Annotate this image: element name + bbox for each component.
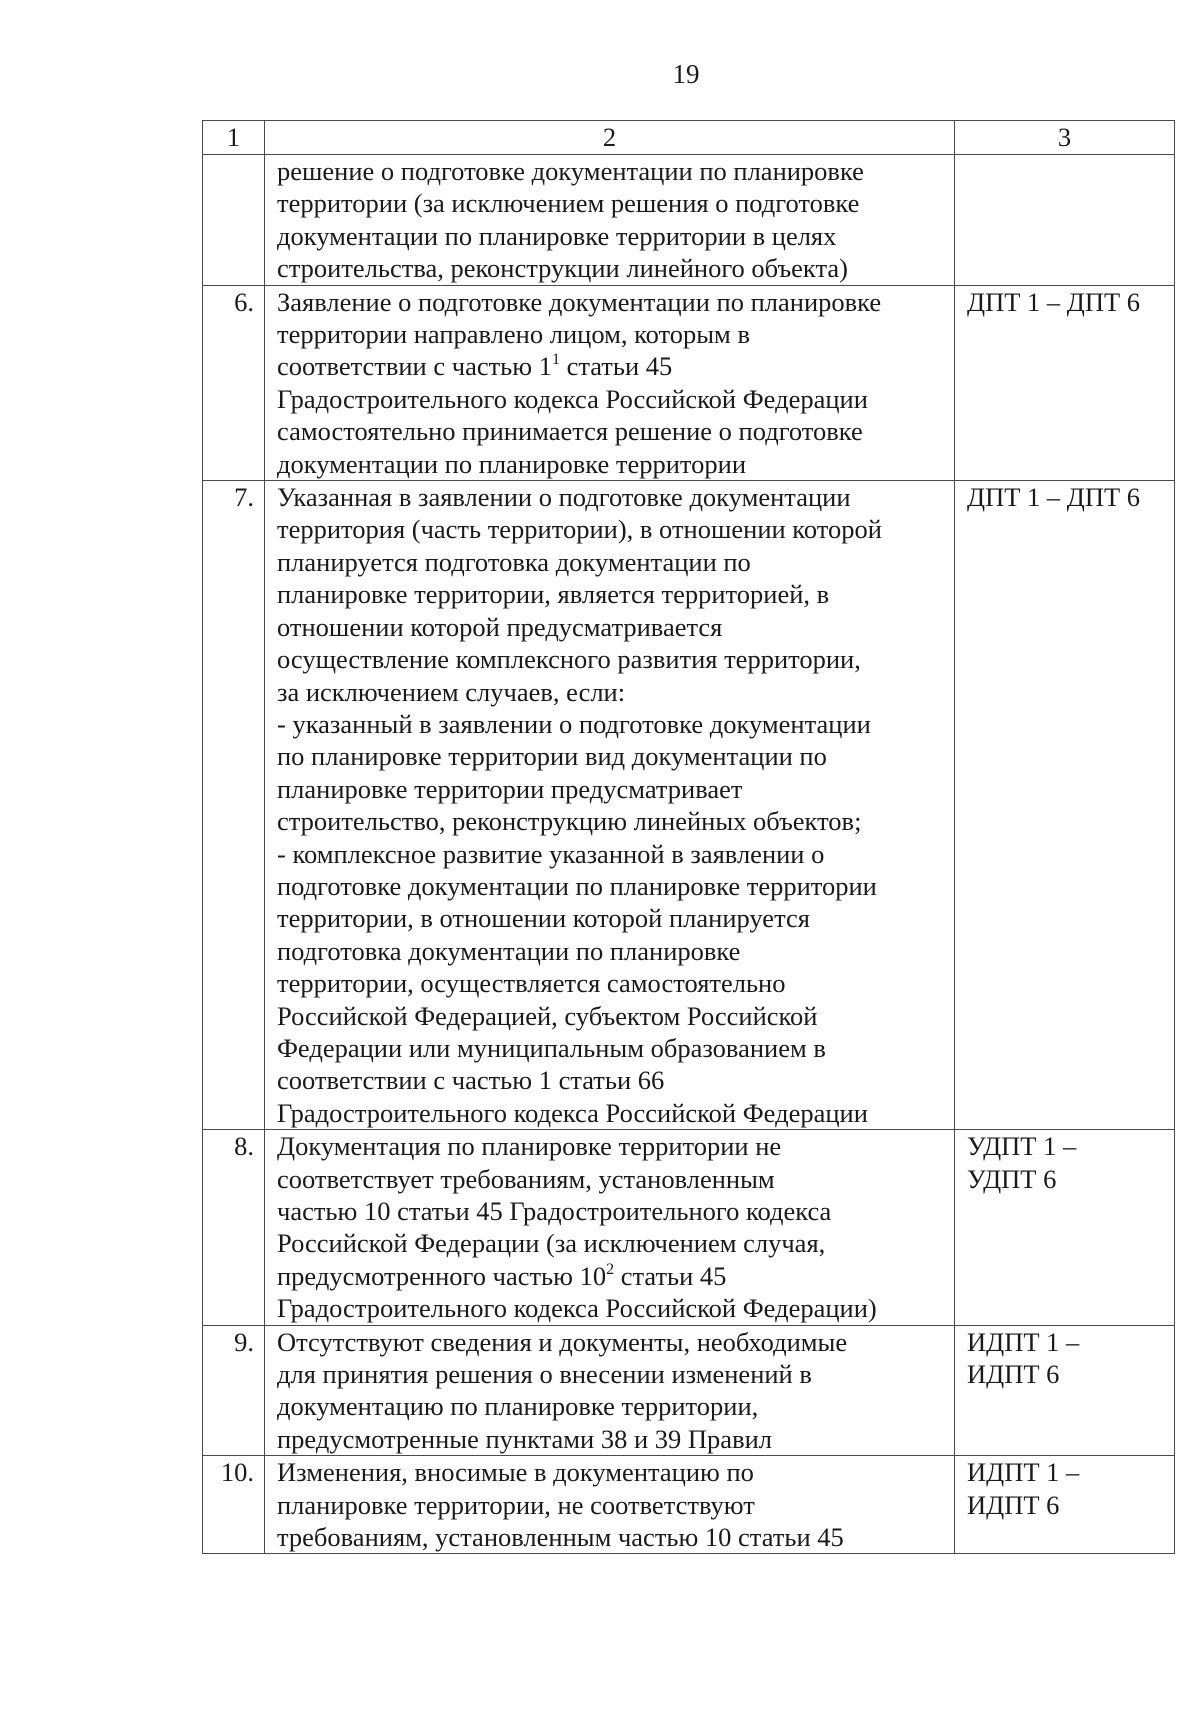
text-line: соответствии с частью 1 статьи 66 [277, 1065, 665, 1096]
text-fragment: статьи 45 [559, 351, 673, 382]
text-line-with-superscript [277, 1260, 948, 1292]
column-number-1: 1 [203, 121, 265, 155]
row-text [265, 1130, 955, 1325]
text-line: Заявление о подготовке документации по планировке [277, 286, 882, 317]
text-line: для принятия решения о внесении изменений в [277, 1359, 812, 1390]
table-header-row [203, 121, 1175, 155]
table-row [203, 1130, 1175, 1325]
text-line: самостоятельно принимается решение о подготовке [277, 416, 863, 447]
text-line: осуществление комплексного развития территории, [277, 644, 861, 675]
text-line: планировке территории, не соответствуют [277, 1489, 755, 1520]
text-line: за исключением случаев, если: [277, 676, 626, 707]
row-text [265, 1456, 955, 1554]
text-line: документации по планировке территории [277, 448, 747, 479]
column-number-2: 2 [265, 121, 955, 155]
code-line: ИДПТ 1 – [967, 1457, 1080, 1488]
text-line: Градостроительного кодекса Российской Федерации [277, 1097, 868, 1128]
code-line: ДПТ 1 – ДПТ 6 [967, 286, 1141, 317]
text-fragment: соответствии с частью 1 [277, 351, 552, 382]
row-number [203, 155, 265, 286]
text-line: территории направлено лицом, которым в [277, 319, 750, 350]
text-line: по планировке территории вид документации по [277, 741, 827, 772]
row-number: 6. [203, 285, 265, 480]
text-line: подготовке документации по планировке территории [277, 870, 877, 901]
text-line: Градостроительного кодекса Российской Федерации) [277, 1293, 877, 1324]
row-text [265, 155, 955, 286]
text-line-with-superscript [277, 350, 948, 382]
text-line: планировке территории, является территорией, в [277, 579, 830, 610]
row-code [955, 1130, 1175, 1325]
row-code [955, 481, 1175, 1130]
text-line: частью 10 статьи 45 Градостроительного кодекса [277, 1196, 832, 1226]
code-line: ИДПТ 1 – [967, 1326, 1080, 1357]
code-line: ИДПТ 6 [967, 1489, 1060, 1520]
row-number: 10. [203, 1456, 265, 1554]
row-number: 9. [203, 1325, 265, 1456]
row-code [955, 285, 1175, 480]
code-line: УДПТ 1 – [967, 1131, 1077, 1162]
text-line: - указанный в заявлении о подготовке документации [277, 708, 871, 739]
text-line: документацию по планировке территории, [277, 1391, 759, 1422]
text-line: территории, осуществляется самостоятельно [277, 968, 786, 999]
row-code [955, 1456, 1175, 1554]
code-line: ДПТ 1 – ДПТ 6 [967, 482, 1141, 513]
row-code [955, 1325, 1175, 1456]
text-line: территории, в отношении которой планируется [277, 903, 810, 934]
text-line: Российской Федерации (за исключением случая, [277, 1228, 826, 1259]
text-line: Указанная в заявлении о подготовке документации [277, 482, 851, 513]
text-line: решение о подготовке документации по планировке [277, 156, 864, 186]
text-fragment: предусмотренного частью 10 [277, 1260, 607, 1291]
text-line: отношении которой предусматривается [277, 611, 723, 642]
text-line: требованиям, установленным частью 10 статьи 45 [277, 1522, 844, 1553]
superscript: 1 [551, 351, 560, 369]
table-row [203, 155, 1175, 286]
column-number-3: 3 [955, 121, 1175, 155]
grounds-table [202, 120, 1175, 1554]
text-line: планируется подготовка документации по [277, 546, 751, 577]
text-line: - комплексное развитие указанной в заявлении о [277, 838, 825, 869]
superscript: 2 [606, 1260, 615, 1278]
code-line: ИДПТ 6 [967, 1359, 1060, 1390]
row-text [265, 285, 955, 480]
text-line: Изменения, вносимые в документацию по [277, 1457, 754, 1488]
text-line: строительство, реконструкцию линейных объектов; [277, 806, 862, 837]
table-row [203, 481, 1175, 1130]
text-line: Градостроительного кодекса Российской Федерации [277, 383, 868, 414]
text-line: предусмотренные пунктами 38 и 39 Правил [277, 1423, 772, 1454]
row-text [265, 1325, 955, 1456]
text-line: территория (часть территории), в отношении которой [277, 514, 882, 545]
text-line: соответствует требованиям, установленным [277, 1163, 775, 1194]
code-line: УДПТ 6 [967, 1163, 1057, 1194]
row-number: 8. [203, 1130, 265, 1325]
text-line: Отсутствуют сведения и документы, необходимые [277, 1326, 848, 1357]
text-line: Федерации или муниципальным образованием в [277, 1032, 826, 1063]
text-line: планировке территории предусматривает [277, 773, 743, 804]
row-code [955, 155, 1175, 286]
table-row [203, 1456, 1175, 1554]
text-line: Российской Федерацией, субъектом Российской [277, 1000, 818, 1031]
text-fragment: статьи 45 [614, 1260, 727, 1291]
text-line: документации по планировке территории в целях [277, 220, 837, 251]
row-number: 7. [203, 481, 265, 1130]
text-line: Документация по планировке территории не [277, 1131, 782, 1162]
text-line: строительства, реконструкции линейного объекта) [277, 253, 848, 284]
page-number: 19 [672, 59, 700, 89]
table-row [203, 285, 1175, 480]
table-row [203, 1325, 1175, 1456]
row-text [265, 481, 955, 1130]
text-line: территории (за исключением решения о подготовке [277, 188, 860, 219]
text-line: подготовка документации по планировке [277, 935, 741, 966]
